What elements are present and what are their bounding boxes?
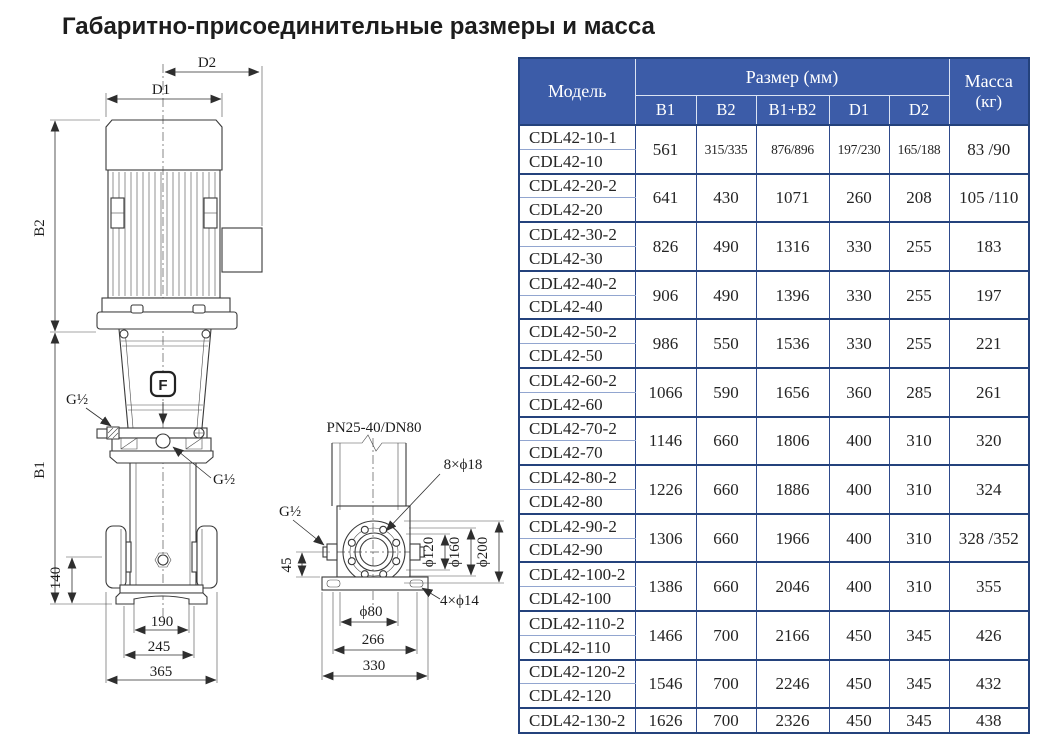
value-cell: 255 <box>889 271 949 320</box>
value-cell: 660 <box>696 514 756 563</box>
value-cell: 438 <box>949 708 1029 733</box>
value-cell: 426 <box>949 611 1029 660</box>
value-cell: 986 <box>635 319 696 368</box>
page-title: Габаритно-присоединительные размеры и масса <box>62 13 655 40</box>
value-cell: 2246 <box>756 660 829 709</box>
table-row <box>519 562 1029 586</box>
dim-label-phi120: ϕ120 <box>421 536 437 568</box>
table-row <box>519 465 1029 489</box>
value-cell: 345 <box>889 708 949 733</box>
value-cell: 320 <box>949 417 1029 466</box>
value-cell: 700 <box>696 611 756 660</box>
model-cell: CDL42-120-2 <box>519 660 635 684</box>
table-row <box>519 708 1029 733</box>
model-cell: CDL42-20 <box>519 198 635 222</box>
dim-label-g12-top: G½ <box>66 392 89 408</box>
value-cell: 315/335 <box>696 125 756 174</box>
value-cell: 355 <box>949 562 1029 611</box>
value-cell: 641 <box>635 174 696 223</box>
dim-label-266: 266 <box>361 632 385 648</box>
value-cell: 590 <box>696 368 756 417</box>
value-cell: 1536 <box>756 319 829 368</box>
dim-label-phi160: ϕ160 <box>447 536 463 568</box>
model-cell: CDL42-100-2 <box>519 562 635 586</box>
dim-label-bolt-circle: 8×ϕ18 <box>443 457 483 473</box>
table-body <box>519 125 1029 733</box>
brand-logo-letter: F <box>158 377 168 394</box>
value-cell: 360 <box>829 368 889 417</box>
dim-label-g12-flange: G½ <box>279 504 302 520</box>
model-cell: CDL42-10-1 <box>519 125 635 149</box>
base-plate <box>322 577 428 590</box>
model-cell: CDL42-30 <box>519 246 635 270</box>
value-cell: 1226 <box>635 465 696 514</box>
pump-flange-view <box>279 420 504 680</box>
value-cell: 255 <box>889 222 949 271</box>
header-model: Модель <box>519 58 635 125</box>
value-cell: 400 <box>829 417 889 466</box>
header-d2: D2 <box>889 96 949 126</box>
value-cell: 450 <box>829 611 889 660</box>
model-cell: CDL42-120 <box>519 684 635 708</box>
value-cell: 1656 <box>756 368 829 417</box>
model-cell: CDL42-10 <box>519 149 635 173</box>
value-cell: 310 <box>889 514 949 563</box>
dim-label-pn: PN25-40/DN80 <box>326 420 422 436</box>
table-row <box>519 417 1029 441</box>
value-cell: 430 <box>696 174 756 223</box>
model-cell: CDL42-80 <box>519 489 635 513</box>
value-cell: 1386 <box>635 562 696 611</box>
value-cell: 660 <box>696 562 756 611</box>
table-row <box>519 514 1029 538</box>
dim-label-g12-mid: G½ <box>213 472 236 488</box>
value-cell: 876/896 <box>756 125 829 174</box>
header-size-group: Размер (мм) <box>635 58 949 96</box>
model-cell: CDL42-100 <box>519 587 635 611</box>
model-cell: CDL42-60-2 <box>519 368 635 392</box>
pump-dimension-drawing <box>0 0 520 703</box>
value-cell: 432 <box>949 660 1029 709</box>
value-cell: 450 <box>829 660 889 709</box>
value-cell: 285 <box>889 368 949 417</box>
value-cell: 328 /352 <box>949 514 1029 563</box>
value-cell: 2046 <box>756 562 829 611</box>
model-cell: CDL42-70-2 <box>519 417 635 441</box>
value-cell: 330 <box>829 222 889 271</box>
table-row <box>519 611 1029 635</box>
value-cell: 255 <box>889 319 949 368</box>
header-d1: D1 <box>829 96 889 126</box>
model-cell: CDL42-50-2 <box>519 319 635 343</box>
table-row <box>519 660 1029 684</box>
model-cell: CDL42-90 <box>519 538 635 562</box>
value-cell: 400 <box>829 562 889 611</box>
value-cell: 490 <box>696 271 756 320</box>
terminal-box <box>222 228 262 272</box>
model-cell: CDL42-90-2 <box>519 514 635 538</box>
value-cell: 700 <box>696 708 756 733</box>
drain-plug <box>158 555 168 565</box>
value-cell: 826 <box>635 222 696 271</box>
value-cell: 261 <box>949 368 1029 417</box>
value-cell: 345 <box>889 611 949 660</box>
value-cell: 330 <box>829 319 889 368</box>
value-cell: 1146 <box>635 417 696 466</box>
value-cell: 105 /110 <box>949 174 1029 223</box>
dim-label-b2: B2 <box>32 219 48 237</box>
table-row <box>519 125 1029 149</box>
flange-right <box>197 526 217 588</box>
gauge-port <box>156 434 170 448</box>
value-cell: 1966 <box>756 514 829 563</box>
value-cell: 310 <box>889 417 949 466</box>
value-cell: 450 <box>829 708 889 733</box>
value-cell: 1396 <box>756 271 829 320</box>
dim-label-d2: D2 <box>197 55 217 71</box>
header-b1: B1 <box>635 96 696 126</box>
value-cell: 660 <box>696 417 756 466</box>
value-cell: 197 <box>949 271 1029 320</box>
value-cell: 1066 <box>635 368 696 417</box>
value-cell: 197/230 <box>829 125 889 174</box>
header-mass-line2: (кг) <box>975 92 1003 111</box>
value-cell: 1466 <box>635 611 696 660</box>
dim-label-45: 45 <box>279 557 295 573</box>
value-cell: 330 <box>829 271 889 320</box>
header-mass <box>949 58 1029 125</box>
table-row <box>519 222 1029 246</box>
value-cell: 550 <box>696 319 756 368</box>
dim-label-330: 330 <box>362 658 386 674</box>
value-cell: 1806 <box>756 417 829 466</box>
value-cell: 183 <box>949 222 1029 271</box>
value-cell: 1546 <box>635 660 696 709</box>
value-cell: 324 <box>949 465 1029 514</box>
value-cell: 906 <box>635 271 696 320</box>
model-cell: CDL42-70 <box>519 441 635 465</box>
value-cell: 1886 <box>756 465 829 514</box>
dim-label-phi200: ϕ200 <box>475 536 491 568</box>
value-cell: 561 <box>635 125 696 174</box>
table-row <box>519 174 1029 198</box>
value-cell: 345 <box>889 660 949 709</box>
dim-label-phi80: ϕ80 <box>359 604 383 620</box>
model-cell: CDL42-110-2 <box>519 611 635 635</box>
value-cell: 221 <box>949 319 1029 368</box>
value-cell: 700 <box>696 660 756 709</box>
table-row <box>519 271 1029 295</box>
value-cell: 260 <box>829 174 889 223</box>
model-cell: CDL42-80-2 <box>519 465 635 489</box>
dim-label-140: 140 <box>48 566 64 590</box>
value-cell: 310 <box>889 465 949 514</box>
header-mass-line1: Масса <box>964 71 1013 91</box>
value-cell: 490 <box>696 222 756 271</box>
header-b2: B2 <box>696 96 756 126</box>
model-cell: CDL42-60 <box>519 392 635 416</box>
model-cell: CDL42-40-2 <box>519 271 635 295</box>
value-cell: 1306 <box>635 514 696 563</box>
table-row <box>519 319 1029 343</box>
dim-label-d1: D1 <box>151 82 171 98</box>
model-cell: CDL42-40 <box>519 295 635 319</box>
value-cell: 400 <box>829 514 889 563</box>
model-cell: CDL42-110 <box>519 635 635 659</box>
model-cell: CDL42-130-2 <box>519 708 635 733</box>
flange-left <box>106 526 126 588</box>
dim-label-190: 190 <box>150 614 174 630</box>
value-cell: 1071 <box>756 174 829 223</box>
dim-label-b1: B1 <box>32 461 48 479</box>
value-cell: 660 <box>696 465 756 514</box>
value-cell: 310 <box>889 562 949 611</box>
dimensions-table <box>518 57 1030 734</box>
model-cell: CDL42-20-2 <box>519 174 635 198</box>
dim-label-245: 245 <box>147 639 171 655</box>
value-cell: 2326 <box>756 708 829 733</box>
model-cell: CDL42-50 <box>519 344 635 368</box>
value-cell: 400 <box>829 465 889 514</box>
dim-label-base-holes: 4×ϕ14 <box>440 593 479 609</box>
value-cell: 83 /90 <box>949 125 1029 174</box>
dim-label-365: 365 <box>149 664 173 680</box>
pump-side-view <box>32 55 262 683</box>
value-cell: 2166 <box>756 611 829 660</box>
header-b1b2: B1+B2 <box>756 96 829 126</box>
table-row <box>519 368 1029 392</box>
model-cell: CDL42-30-2 <box>519 222 635 246</box>
value-cell: 208 <box>889 174 949 223</box>
value-cell: 1626 <box>635 708 696 733</box>
value-cell: 165/188 <box>889 125 949 174</box>
value-cell: 1316 <box>756 222 829 271</box>
